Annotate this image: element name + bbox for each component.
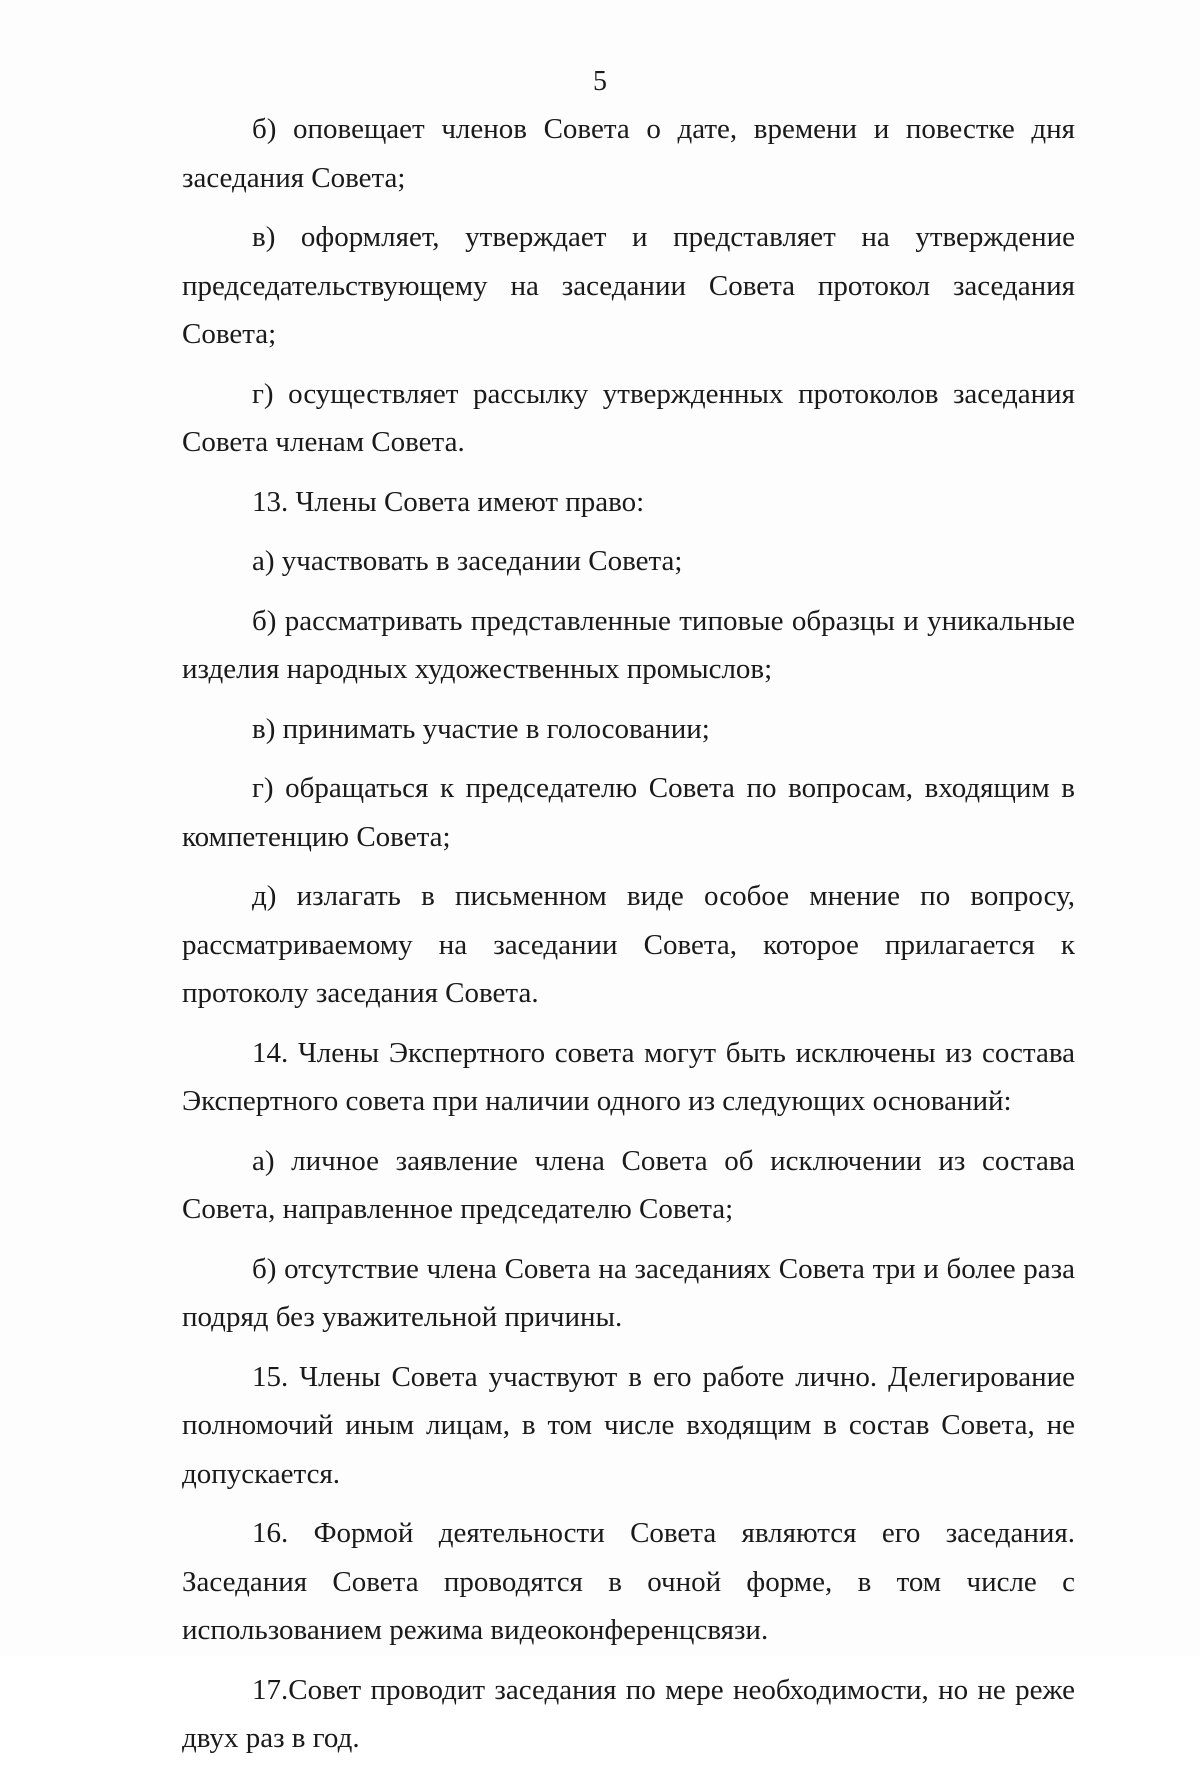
paragraph-13-a: а) участвовать в заседании Совета; — [252, 545, 683, 577]
document-body — [182, 105, 1075, 1774]
paragraph-v-protocol: в) оформляет, утверждает и представляет на утверждение председательствующему на заседании Совета протокол заседания Совета; — [182, 221, 1075, 350]
paragraph-g-mailing: г) осуществляет рассылку утвержденных протоколов заседания Совета членам Совета. — [182, 377, 1075, 458]
paragraph-17: 17.Совет проводит заседания по мере необходимости, но не реже двух раз в год. — [182, 1673, 1075, 1754]
paragraph-13-g: г) обращаться к председателю Совета по вопросам, входящим в компетенцию Совета; — [182, 772, 1075, 853]
paragraph-13-v: в) принимать участие в голосовании; — [252, 712, 710, 745]
page-number: 5 — [593, 66, 607, 97]
paragraph-14: 14. Члены Экспертного совета могут быть исключены из состава Экспертного совета при наличии одного из следующих оснований: — [182, 1036, 1075, 1117]
paragraph-13-heading: 13. Члены Совета имеют право: — [252, 485, 645, 518]
paragraph-14-b: б) отсутствие члена Совета на заседаниях Совета три и более раза подряд без уважительной причины. — [182, 1252, 1075, 1333]
paragraph-15: 15. Члены Совета участвуют в его работе лично. Делегирование полномочий иным лицам, в том числе входящим в состав Совета, не допускается. — [182, 1360, 1075, 1490]
paragraph-14-a: а) личное заявление члена Совета об исключении из состава Совета, направленное председателю Совета; — [182, 1144, 1075, 1225]
paragraph-b-notify: б) оповещает членов Совета о дате, времени и повестке дня заседания Совета; — [182, 113, 1075, 194]
paragraph-16: 16. Формой деятельности Совета являются его заседания. Заседания Совета проводятся в очной форме, в том числе с использованием режима видеоконференцсвязи. — [182, 1517, 1075, 1646]
paragraph-13-b: б) рассматривать представленные типовые образцы и уникальные изделия народных художественных промыслов; — [182, 604, 1075, 685]
paragraph-13-d: д) излагать в письменном виде особое мнение по вопросу, рассматриваемому на заседании Совета, которое прилагается к протоколу заседания Совета. — [182, 880, 1075, 1009]
